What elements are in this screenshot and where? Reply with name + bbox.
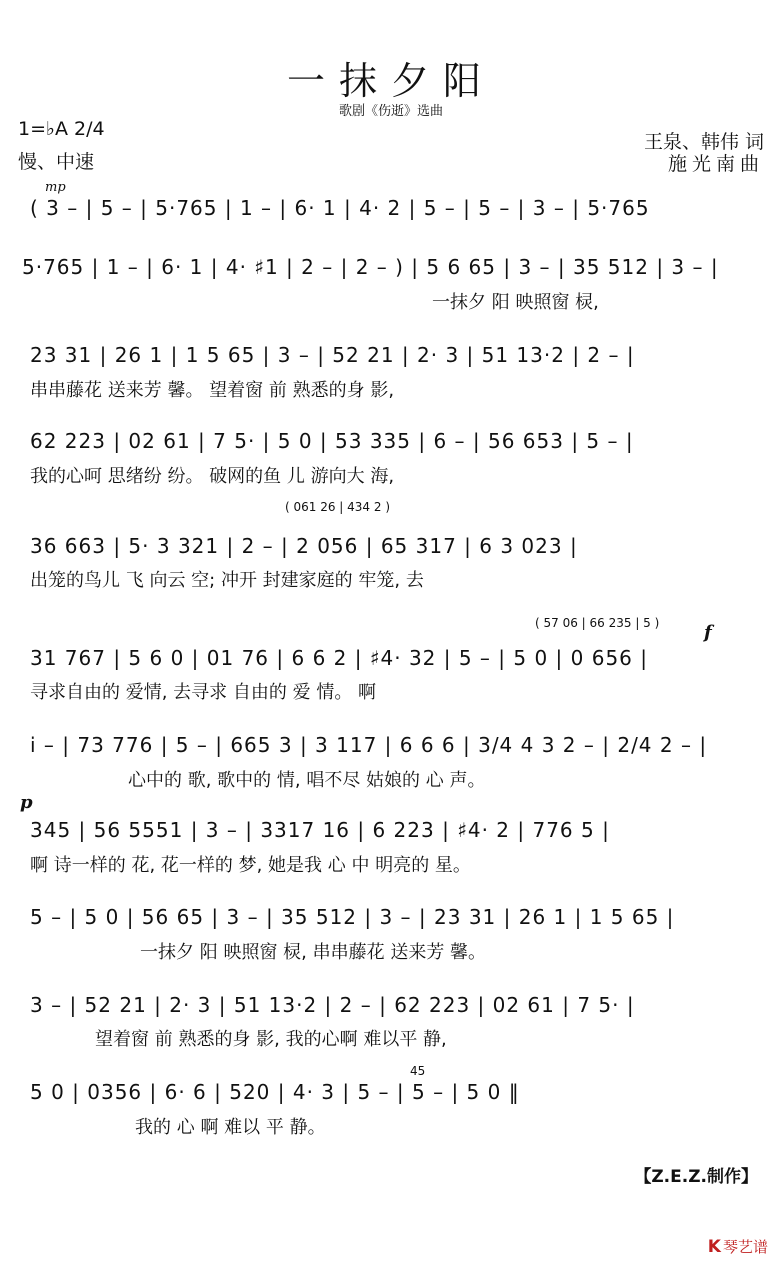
annotation-grace-note: 45 xyxy=(410,1064,426,1078)
subtitle: 歌剧《伤逝》选曲 xyxy=(338,104,443,119)
page-title: 一抹夕阳 xyxy=(286,59,495,103)
credit-label: 【Z.E.Z.制作】 xyxy=(634,1167,758,1187)
system-10-lyrics: 望着窗 前 熟悉的身 影, 我的心啊 难以平 静, xyxy=(95,1029,447,1050)
key-signature: 1=♭A 2/4 xyxy=(18,118,105,140)
tempo-marking: 慢、中速 xyxy=(18,151,95,173)
system-7-notes: i – | 73 776 | 5 – | 665 3 | 3 117 | 6 6 6 | 3/4 4 3 2 – | 2/4 2 – | xyxy=(30,733,708,757)
system-8-lyrics: 啊 诗一样的 花, 花一样的 梦, 她是我 心 中 明亮的 星。 xyxy=(30,855,471,876)
system-6-notes: 31 767 | 5 6 0 | 01 76 | 6 6 2 | ♯4· 32 | 5 – | 5 0 | 0 656 | xyxy=(30,646,648,670)
lyricist-credit: 王泉、韩伟 词 xyxy=(643,131,764,153)
system-10-notes: 3 – | 52 21 | 2· 3 | 51 13·2 | 2 – | 62 223 | 02 61 | 7 5· | xyxy=(30,993,635,1017)
logo-icon: K xyxy=(707,1237,721,1257)
watermark-logo xyxy=(708,1236,768,1257)
system-8-notes: 345 | 56 5551 | 3 – | 3317 16 | 6 223 | ♯4· 2 | 776 5 | xyxy=(30,818,610,842)
composer-credit: 施光南曲 xyxy=(667,153,764,175)
system-2-lyrics: 一抹夕 阳 映照窗 棂, xyxy=(432,292,599,313)
system-3-lyrics: 串串藤花 送来芳 馨。 望着窗 前 熟悉的身 影, xyxy=(30,380,395,401)
dynamic-mp: mp xyxy=(45,180,66,195)
system-3-notes: 23 31 | 26 1 | 1 5 65 | 3 – | 52 21 | 2· 3 | 51 13·2 | 2 – | xyxy=(30,343,635,367)
annotation-interlude-2: ( 57 06 | 66 235 | 5 ) xyxy=(535,616,660,630)
system-6-lyrics: 寻求自由的 爱情, 去寻求 自由的 爱 情。 啊 xyxy=(30,682,377,703)
dynamic-p: p xyxy=(20,792,33,813)
annotation-interlude-1: ( 061 26 | 434 2 ) xyxy=(285,500,391,514)
system-9-notes: 5 – | 5 0 | 56 65 | 3 – | 35 512 | 3 – | 23 31 | 26 1 | 1 5 65 | xyxy=(30,905,675,929)
system-5-notes: 36 663 | 5· 3 321 | 2 – | 2 056 | 65 317 | 6 3 023 | xyxy=(30,534,578,558)
watermark-text: 琴艺谱 xyxy=(722,1238,768,1256)
system-2-notes: 5·765 | 1 – | 6· 1 | 4· ♯1 | 2 – | 2 – ) | 5 6 65 | 3 – | 35 512 | 3 – | xyxy=(22,255,719,279)
system-1-notes: ( 3 – | 5 – | 5·765 | 1 – | 6· 1 | 4· 2 | 5 – | 5 – | 3 – | 5·765 xyxy=(30,196,650,220)
system-4-notes: 62 223 | 02 61 | 7 5· | 5 0 | 53 335 | 6 – | 56 653 | 5 – | xyxy=(30,429,634,453)
dynamic-f: f xyxy=(704,622,712,643)
system-7-lyrics: 心中的 歌, 歌中的 情, 唱不尽 姑娘的 心 声。 xyxy=(128,770,486,791)
system-5-lyrics: 出笼的鸟儿 飞 向云 空; 冲开 封建家庭的 牢笼, 去 xyxy=(30,570,424,591)
system-9-lyrics: 一抹夕 阳 映照窗 棂, 串串藤花 送来芳 馨。 xyxy=(140,942,487,963)
system-11-lyrics: 我的 心 啊 难以 平 静。 xyxy=(135,1117,326,1138)
system-11-notes: 5 0 | 0356 | 6· 6 | 520 | 4· 3 | 5 – | 5 – | 5 0 ‖ xyxy=(30,1080,520,1104)
system-4-lyrics: 我的心呵 思绪纷 纷。 破网的鱼 儿 游向大 海, xyxy=(30,466,395,487)
